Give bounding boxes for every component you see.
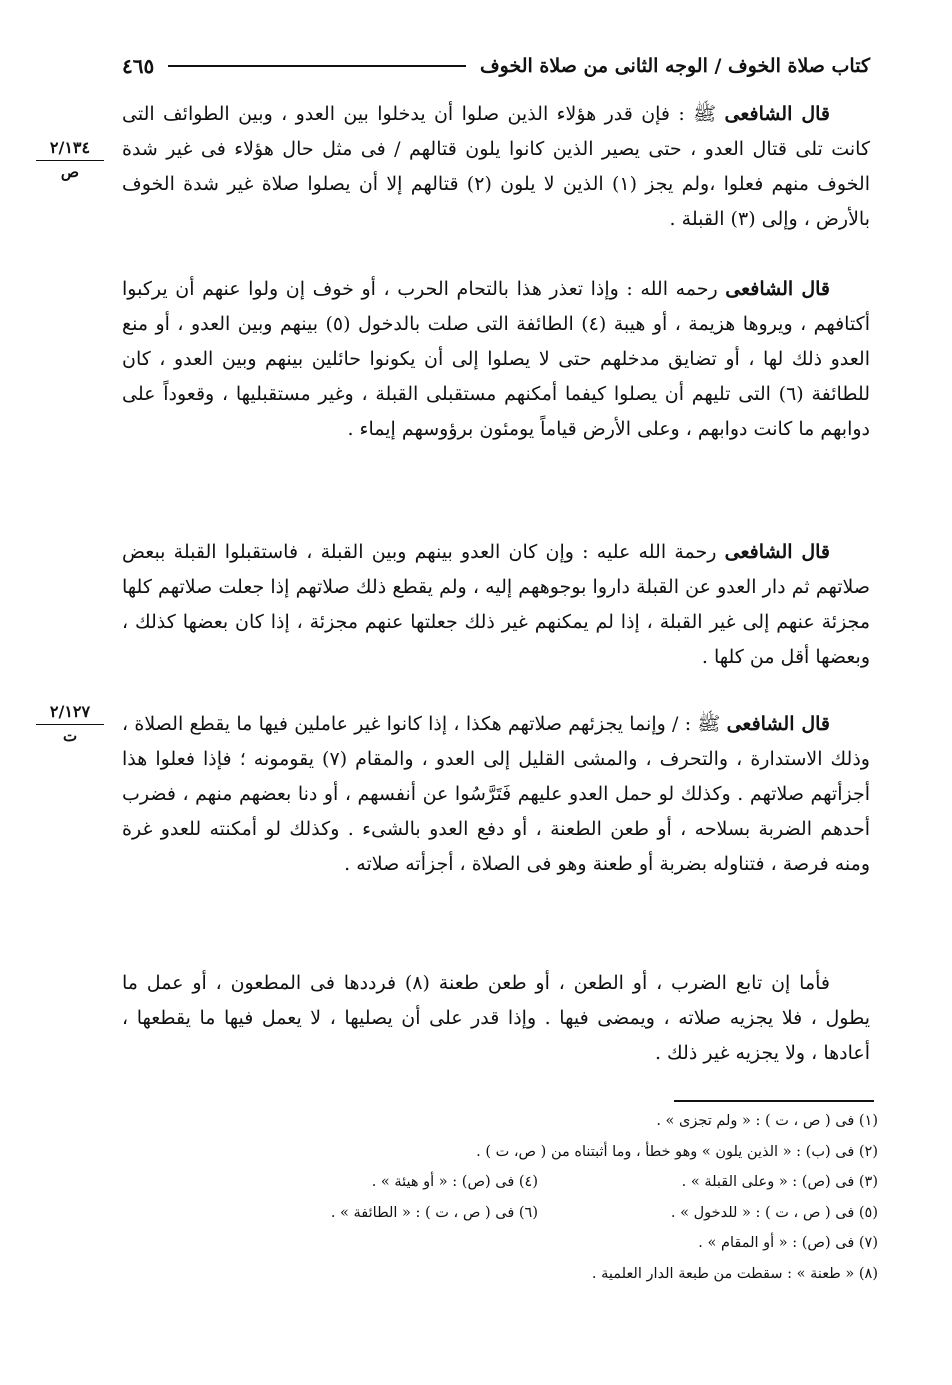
footnotes <box>122 1106 878 1289</box>
paragraph-text: ﷺ : / وإنما يجزئهم صلاتهم هكذا ، إذا كانوا غير عاملين فيها ما يقطع الصلاة ، وذلك الاستدارة ، والتحرف ، والمشى القليل إلى العدو ، والمقام (٧) يقومونه ؛ فإذا فعلوا هذا أجزأتهم صلاتهم . وكذلك لو حمل العدو عليهم فَتَرَّسُوا عن أنفسهم ، أو دنا بعضهم منهم ، فضرب أحدهم الضربة بسلاحه ، أو طعن الطعنة ، أو دفع العدو بالشىء . وكذلك لو أمكنته للعدو غرة ومنه فرصة ، فتناوله بضربة أو طعنة وهو فى الصلاة ، أجزأته صلاته . <box>122 713 870 875</box>
speaker-label: قال الشافعى <box>725 278 831 300</box>
footnote-line <box>122 1106 878 1137</box>
margin-note-siglum: ص <box>60 163 80 181</box>
footnote: (٢) فى (ب) : « الذين يلون » وهو خطأ ، وما أثبتناه من ( ص، ت ) . <box>476 1143 878 1160</box>
body-paragraph <box>122 272 870 447</box>
paragraph-text: ﷺ : فإن قدر هؤلاء الذين صلوا أن يدخلوا بين العدو ، وبين الطوائف التى كانت تلى قتال العدو ، حتى يصير الذين كانوا يلون قتالهم / فى مثل حال هؤلاء فى غير شدة الخوف منهم فعلوا ،ولم يجز (١) الذين لا يلون (٢) قتالهم إلا أن يصلوا صلاة غير شدة الخوف بالأرض ، وإلى (٣) القبلة . <box>122 103 870 230</box>
footnote: (٦) فى ( ص ، ت ) : « الطائفة » . <box>330 1204 538 1221</box>
paragraph-text: رحمه الله : وإذا تعذر هذا بالتحام الحرب ، أو خوف إن ولوا عنهم أن يركبوا أكتافهم ، ويروها هزيمة ، أو هيبة (٤) الطائفة التى صلت بالدخول (٥) بينهم وبين العدو ، أو منع العدو ذلك لها ، أو تضايق مدخلهم حتى لا يصلوا إلى أن يكونوا حائلين بينهم وبين العدو ، كان للطائفة (٦) التى تليهم أن يصلوا كيفما أمكنهم مستقبلى القبلة ، وغير مستقبليها ، وقعوداً على دوابهم ما كانت دوابهم ، وعلى الأرض قياماً يومئون برؤوسهم إيماء . <box>122 278 871 440</box>
footnote-line <box>122 1167 878 1198</box>
running-title: كتاب صلاة الخوف / الوجه الثانى من صلاة الخوف <box>479 55 870 77</box>
footnote-line <box>122 1137 878 1168</box>
margin-note-ms-ref <box>36 703 104 745</box>
paragraph-text: رحمة الله عليه : وإن كان العدو بينهم وبين القبلة ، فاستقبلوا القبلة ببعض صلاتهم ثم دار العدو عن القبلة داروا بوجوههم إليه ، ولم يقطع ذلك صلاتهم إذا جعلت صلاتهم كلها مجزئة عنهم إلى غير القبلة ، إذا لم يمكنهم غير ذلك جعلتها عنهم مجزئة ، إذا كان بعضها كذلك ، وبعضها أقل من كلها . <box>122 541 870 668</box>
body-paragraph <box>122 535 870 675</box>
footnote: (٥) فى ( ص ، ت ) : « للدخول » . <box>670 1204 878 1221</box>
page-number: ٤٦٥ <box>122 54 155 78</box>
running-header <box>122 46 870 86</box>
body-paragraph <box>122 97 870 237</box>
footnote-separator <box>674 1100 874 1102</box>
footnote: (٣) فى (ص) : « وعلى القبلة » . <box>681 1174 878 1190</box>
footnote: (١) فى ( ص ، ت ) : « ولم تجزى » . <box>656 1113 878 1129</box>
body-paragraph <box>122 707 870 882</box>
speaker-label: قال الشافعى <box>724 541 830 563</box>
footnote: (٨) « طعنة » : سقطت من طبعة الدار العلمية . <box>591 1265 878 1282</box>
footnote-line <box>122 1198 878 1229</box>
margin-note-rule <box>36 160 104 161</box>
header-rule <box>168 65 466 67</box>
margin-note-ms-ref <box>36 139 104 181</box>
footnote: (٤) فى (ص) : « أو هيئة » . <box>371 1174 538 1190</box>
footnote: (٧) فى (ص) : « أو المقام » . <box>698 1235 878 1251</box>
margin-note-ref: ٢/١٣٤ <box>49 138 91 157</box>
footnote-line <box>122 1228 878 1259</box>
body-paragraph <box>122 966 870 1071</box>
speaker-label: قال الشافعى <box>726 713 830 735</box>
footnote-line <box>122 1259 878 1290</box>
margin-note-siglum: ت <box>62 727 78 745</box>
paragraph-text: فأما إن تابع الضرب ، أو الطعن ، أو طعن طعنة (٨) فرددها فى المطعون ، أو عمل ما يطول ، فلا يجزيه صلاته ، ويمضى فيها . وإذا قدر على أن يصليها ، لا يعمل فيها ما يقطعها ، أعادها ، ولا يجزيه غير ذلك . <box>122 972 870 1064</box>
speaker-label: قال الشافعى <box>724 103 830 125</box>
margin-note-ref: ٢/١٢٧ <box>49 702 91 721</box>
margin-note-rule <box>36 724 104 725</box>
